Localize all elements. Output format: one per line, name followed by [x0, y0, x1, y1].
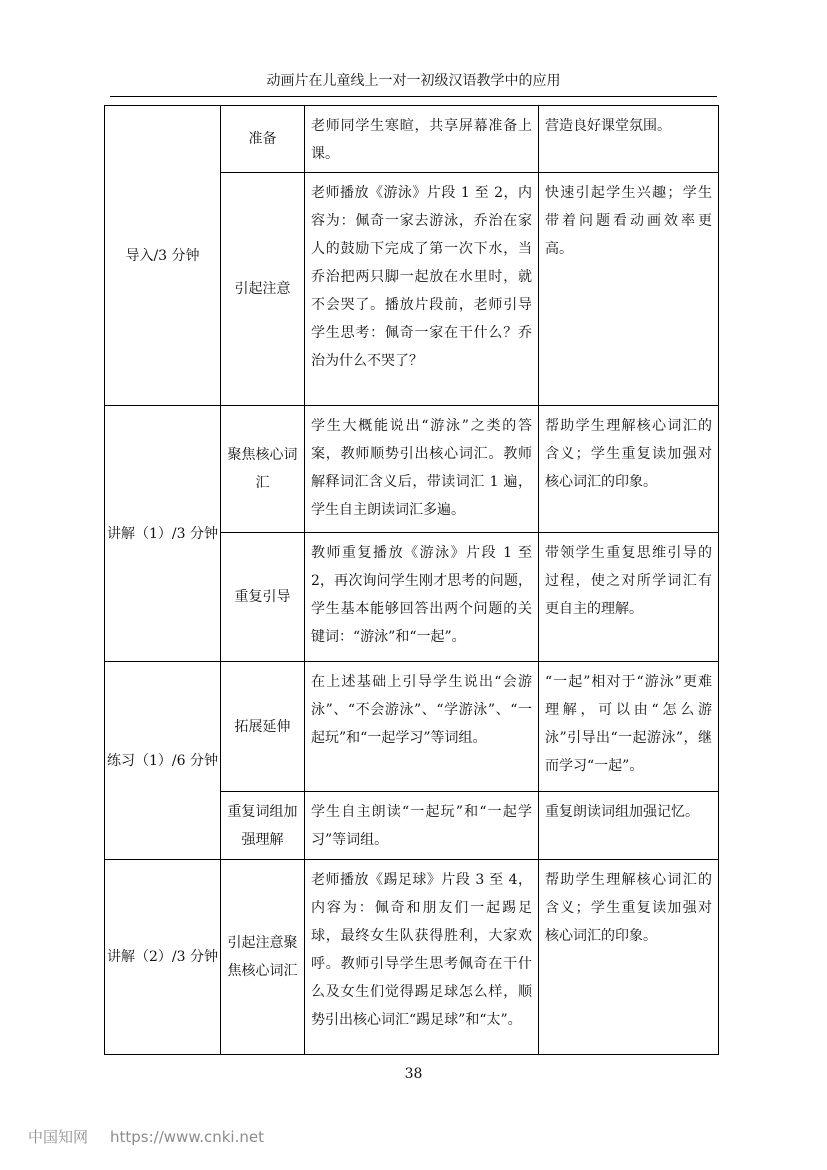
activity-cell: 老师播放《游泳》片段 1 至 2，内容为：佩奇一家去游泳，乔治在家人的鼓励下完成了第一次下水，当乔治把两只脚一起放在水里时，就不会哭了。播放片段前，老师引导学生思考：佩奇一家在干什么？乔治为什么不哭了？ [305, 173, 539, 406]
phase-cell: 讲解（1）/3 分钟 [105, 406, 221, 662]
step-cell: 重复引导 [221, 533, 305, 662]
activity-cell: 学生自主朗读“一起玩”和“一起学习”等词组。 [305, 792, 539, 860]
cnki-watermark [28, 1126, 286, 1147]
step-cell: 聚焦核心词汇 [221, 406, 305, 533]
running-header: 动画片在儿童线上一对一初级汉语教学中的应用 [266, 73, 561, 89]
purpose-cell: 营造良好课堂氛围。 [539, 106, 719, 173]
step-cell: 准备 [221, 106, 305, 173]
header-rule [110, 96, 717, 97]
table-row [105, 662, 719, 792]
lesson-plan-table [104, 105, 719, 1055]
phase-cell: 导入/3 分钟 [105, 106, 221, 406]
watermark-brand: 中国知网 [28, 1128, 89, 1146]
watermark-url: https://www.cnki.net [110, 1128, 264, 1146]
activity-cell: 教师重复播放《游泳》片段 1 至 2，再次询问学生刚才思考的问题，学生基本能够回答出两个问题的关键词：“游泳”和“一起”。 [305, 533, 539, 662]
step-cell: 引起注意聚焦核心词汇 [221, 860, 305, 1055]
purpose-cell: 重复朗读词组加强记忆。 [539, 792, 719, 860]
activity-cell: 学生大概能说出“游泳”之类的答案，教师顺势引出核心词汇。教师解释词汇含义后，带读词汇 1 遍，学生自主朗读词汇多遍。 [305, 406, 539, 533]
table-row [105, 860, 719, 1055]
purpose-cell: 快速引起学生兴趣；学生带着问题看动画效率更高。 [539, 173, 719, 406]
activity-cell: 老师播放《踢足球》片段 3 至 4，内容为：佩奇和朋友们一起踢足球，最终女生队获得胜利，大家欢呼。教师引导学生思考佩奇在干什么及女生们觉得踢足球怎么样，顺势引出核心词汇“踢足球”和“太”。 [305, 860, 539, 1055]
purpose-cell: 帮助学生理解核心词汇的含义；学生重复读加强对核心词汇的印象。 [539, 860, 719, 1055]
step-cell: 引起注意 [221, 173, 305, 406]
activity-cell: 在上述基础上引导学生说出“会游泳”、“不会游泳”、“学游泳”、“一起玩”和“一起学习”等词组。 [305, 662, 539, 792]
step-cell: 拓展延伸 [221, 662, 305, 792]
purpose-cell: 带领学生重复思维引导的过程，使之对所学词汇有更自主的理解。 [539, 533, 719, 662]
purpose-cell: 帮助学生理解核心词汇的含义；学生重复读加强对核心词汇的印象。 [539, 406, 719, 533]
purpose-cell: “一起”相对于“游泳”更难理解，可以由“怎么游泳”引导出“一起游泳”，继而学习“一起”。 [539, 662, 719, 792]
phase-cell: 练习（1）/6 分钟 [105, 662, 221, 860]
page-number: 38 [404, 1066, 423, 1082]
step-cell: 重复词组加强理解 [221, 792, 305, 860]
activity-cell: 老师同学生寒暄，共享屏幕准备上课。 [305, 106, 539, 173]
table-row [105, 406, 719, 533]
phase-cell: 讲解（2）/3 分钟 [105, 860, 221, 1055]
table-row [105, 106, 719, 173]
